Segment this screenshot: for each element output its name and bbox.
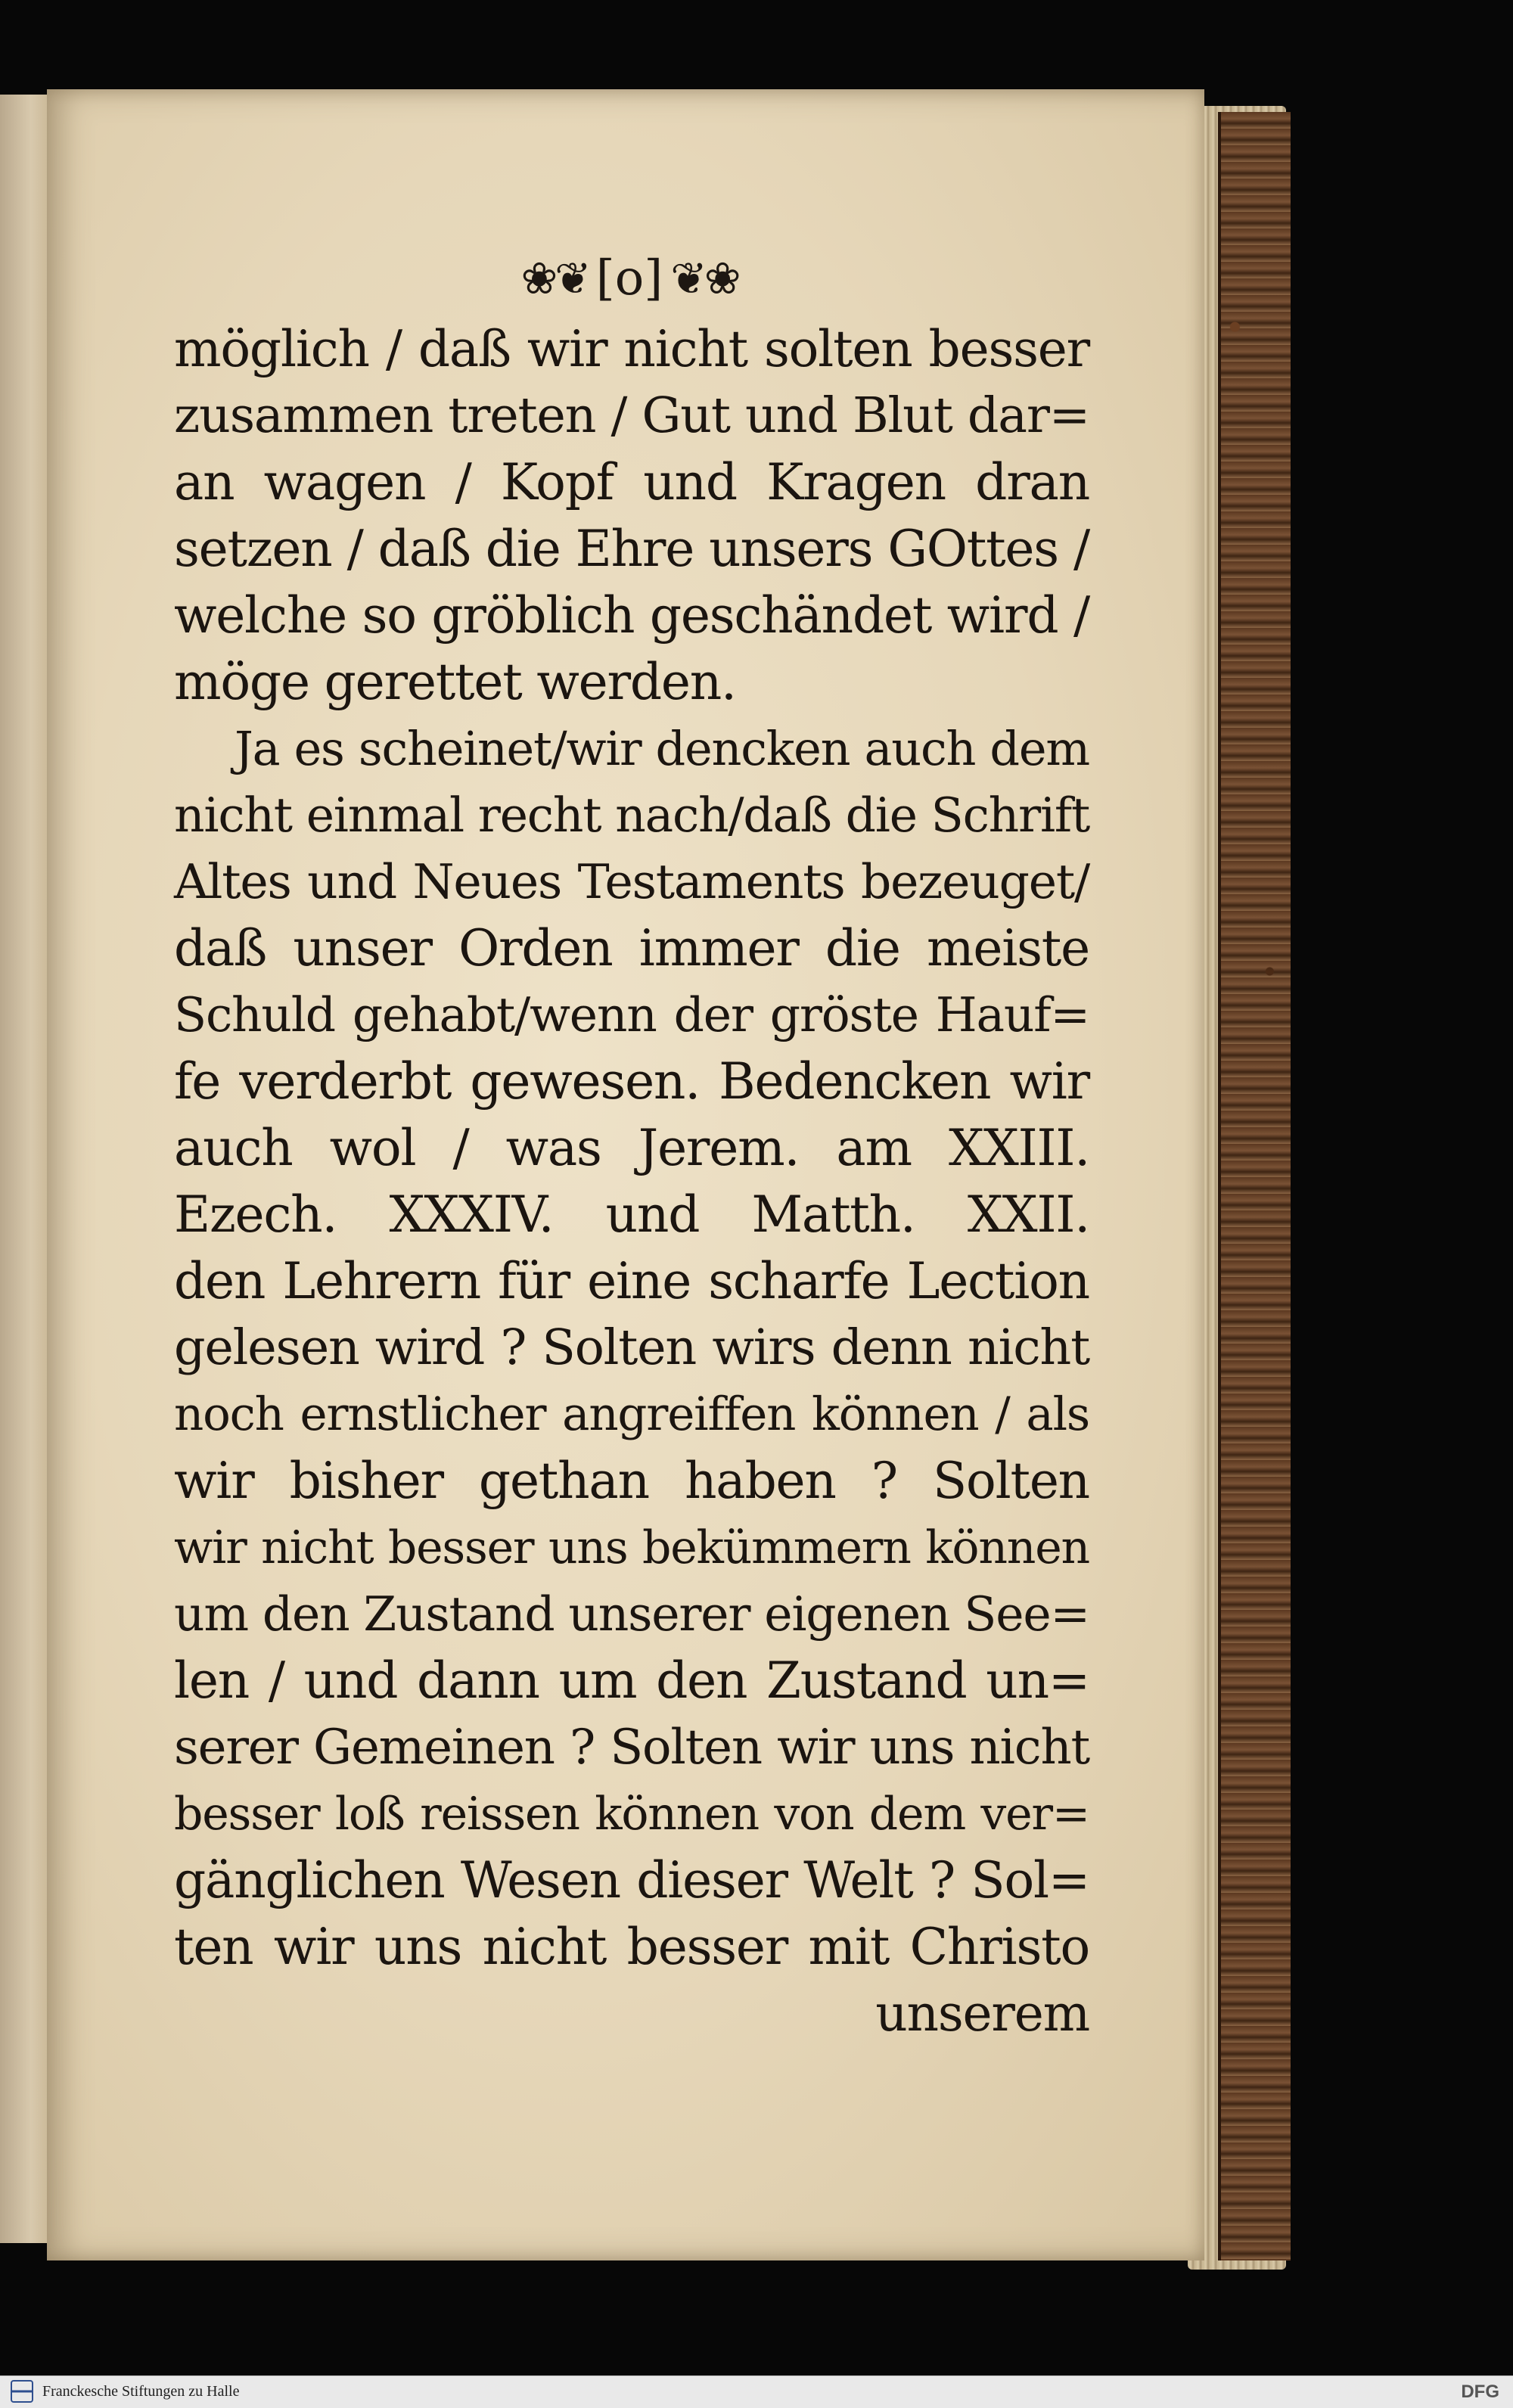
institution-logo-icon <box>11 2380 33 2403</box>
text-line: um den Zustand unserer eigenen See= <box>174 1586 1089 1642</box>
funder-logo: DFG <box>1461 2382 1499 2402</box>
text-line: gelesen wird ? Solten wirs denn nicht <box>174 1319 1089 1376</box>
text-line: möglich / daß wir nicht solten besser <box>174 320 1089 378</box>
viewer-footer <box>0 2375 1513 2408</box>
text-line: noch ernstlicher angreiffen können / als <box>174 1387 1089 1441</box>
catchword: unserem <box>875 1984 1089 2043</box>
text-line: Schuld gehabt/wenn der gröste Hauf= <box>174 987 1089 1042</box>
text-line: daß unser Orden immer die meiste <box>174 919 1089 977</box>
text-line: welche so gröblich geschändet wird / <box>174 586 1089 645</box>
ornament-right-icon: ❦❀ <box>670 253 738 304</box>
text-line: auch wol / was Jerem. am XXIII. <box>174 1119 1089 1177</box>
text-line: möge gerettet werden. <box>174 653 736 711</box>
text-line: wir bisher gethan haben ? Solten <box>174 1452 1089 1510</box>
book-cover-edge <box>1218 112 1291 2260</box>
text-line: Ja es scheinet/wir dencken auch dem <box>235 721 1089 776</box>
text-line: setzen / daß die Ehre unsers GOttes / <box>174 520 1089 578</box>
text-line: ten wir uns nicht besser mit Christo <box>174 1918 1089 1976</box>
text-line: len / und dann um den Zustand un= <box>174 1651 1089 1710</box>
text-line: Altes und Neues Testaments bezeuget/ <box>174 854 1089 909</box>
page-number: [o] <box>595 250 663 306</box>
institution-name: Franckesche Stiftungen zu Halle <box>42 2383 240 2400</box>
text-line: besser loß reissen können von dem ver= <box>174 1788 1089 1841</box>
text-line: serer Gemeinen ? Solten wir uns nicht <box>174 1720 1089 1776</box>
facing-page-edge <box>0 95 54 2243</box>
page-header <box>47 248 1212 309</box>
text-line: fe verderbt gewesen. Bedencken wir <box>174 1052 1089 1111</box>
text-line: gänglichen Wesen dieser Welt ? Sol= <box>174 1851 1089 1909</box>
text-line: zusammen treten / Gut und Blut dar= <box>174 387 1089 444</box>
body-text <box>174 316 1089 2047</box>
text-line: nicht einmal recht nach/daß die Schrift <box>174 788 1090 843</box>
text-line: den Lehrern für eine scharfe Lection <box>174 1252 1089 1310</box>
ornament-left-icon: ❀❦ <box>520 253 589 304</box>
text-line: wir nicht besser uns bekümmern können <box>174 1521 1089 1574</box>
text-line: an wagen / Kopf und Kragen dran <box>174 453 1089 511</box>
book-page <box>47 89 1204 2260</box>
text-line: Ezech. XXXIV. und Matth. XXII. <box>174 1185 1089 1244</box>
